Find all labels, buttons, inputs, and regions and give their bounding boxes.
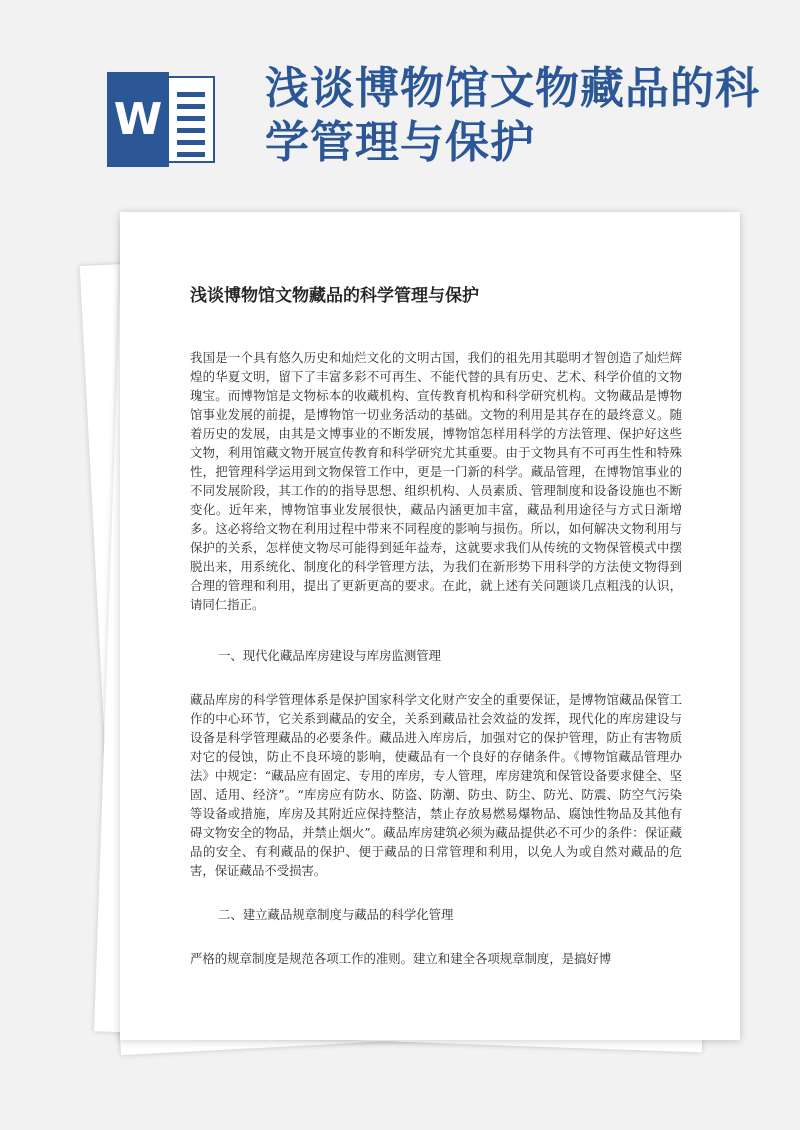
- section-heading-1: 一、现代化藏品库房建设与库房监测管理: [218, 648, 442, 663]
- section-heading-2: 二、建立藏品规章制度与藏品的科学化管理: [218, 907, 454, 922]
- word-logo-letter: W: [107, 72, 169, 167]
- paragraph-rules: 严格的规章制度是规范各项工作的准则。建立和建全各项规章制度，是搞好博: [190, 951, 612, 966]
- banner-title: 浅谈博物馆文物藏品的科学管理与保护: [265, 63, 760, 168]
- paragraph-intro: 我国是一个具有悠久历史和灿烂文化的文明古国，我们的祖先用其聪明才智创造了灿烂辉煌的华夏文明，留下了丰富多彩不可再生、不能代替的具有历史、艺术、科学价值的文物瑰宝。而博物馆是文物标本的收藏机构、宣传教育机构和科学研究机构。文物藏品是博物馆事业发展的前提，是博物馆一切业务活动的基础。文物的利用是其存在的最终意义。随着历史的发展，由其是文博事业的不断发展，博物馆怎样用科学的方法管理、保护好这些文物，利用馆藏文物开展宣传教育和科学研究尤其重要。由于文物具有不可再生性和特殊性，把管理科学运用到文物保管工作中，更是一门新的科学。藏品管理，在博物馆事业的不同发展阶段，其工作的的指导思想、组织机构、人员素质、管理制度和设备设施也不断变化。近年来，博物馆事业发展很快，藏品内涵更加丰富，藏品利用途径与方式日渐增多。这必将给文物在利用过程中带来不同程度的影响与损伤。所以，如何解决文物利用与保护的关系，怎样使文物尽可能得到延年益寿，这就要求我们从传统的文物保管模式中摆脱出来，用系统化、制度化的科学管理方法，为我们在新形势下用科学的方法使文物得到合理的管理和利用，提出了更新更高的要求。在此，就上述有关问题谈几点粗浅的认识，请同仁指正。: [190, 350, 682, 612]
- document-page: [120, 212, 740, 1040]
- document-title: 浅谈博物馆文物藏品的科学管理与保护: [190, 286, 479, 306]
- paragraph-storage: 藏品库房的科学管理体系是保护国家科学文化财产安全的重要保证，是博物馆藏品保管工作的中心环节，它关系到藏品的安全，关系到藏品社会效益的发挥，现代化的库房建设与设备是科学管理藏品的必要条件。藏品进入库房后，加强对它的保护管理，防止有害物质对它的侵蚀，防止不良环境的影响，使藏品有一个良好的存储条件。《博物馆藏品管理办法》中规定：“藏品应有固定、专用的库房，专人管理，库房建筑和保管设备要求健全、坚固、适用、经济”。“库房应有防水、防盗、防潮、防虫、防尘、防光、防震、防空气污染等设备或措施，库房及其附近应保持整洁，禁止存放易燃易爆物品、腐蚀性物品及其他有碍文物安全的物品，并禁止烟火”。藏品库房建筑必须为藏品提供必不可少的条件：保证藏品的安全、有利藏品的保护、便于藏品的日常管理和利用，以免人为或自然对藏品的危害，保证藏品不受损害。: [190, 692, 682, 878]
- word-document-icon: [107, 72, 217, 167]
